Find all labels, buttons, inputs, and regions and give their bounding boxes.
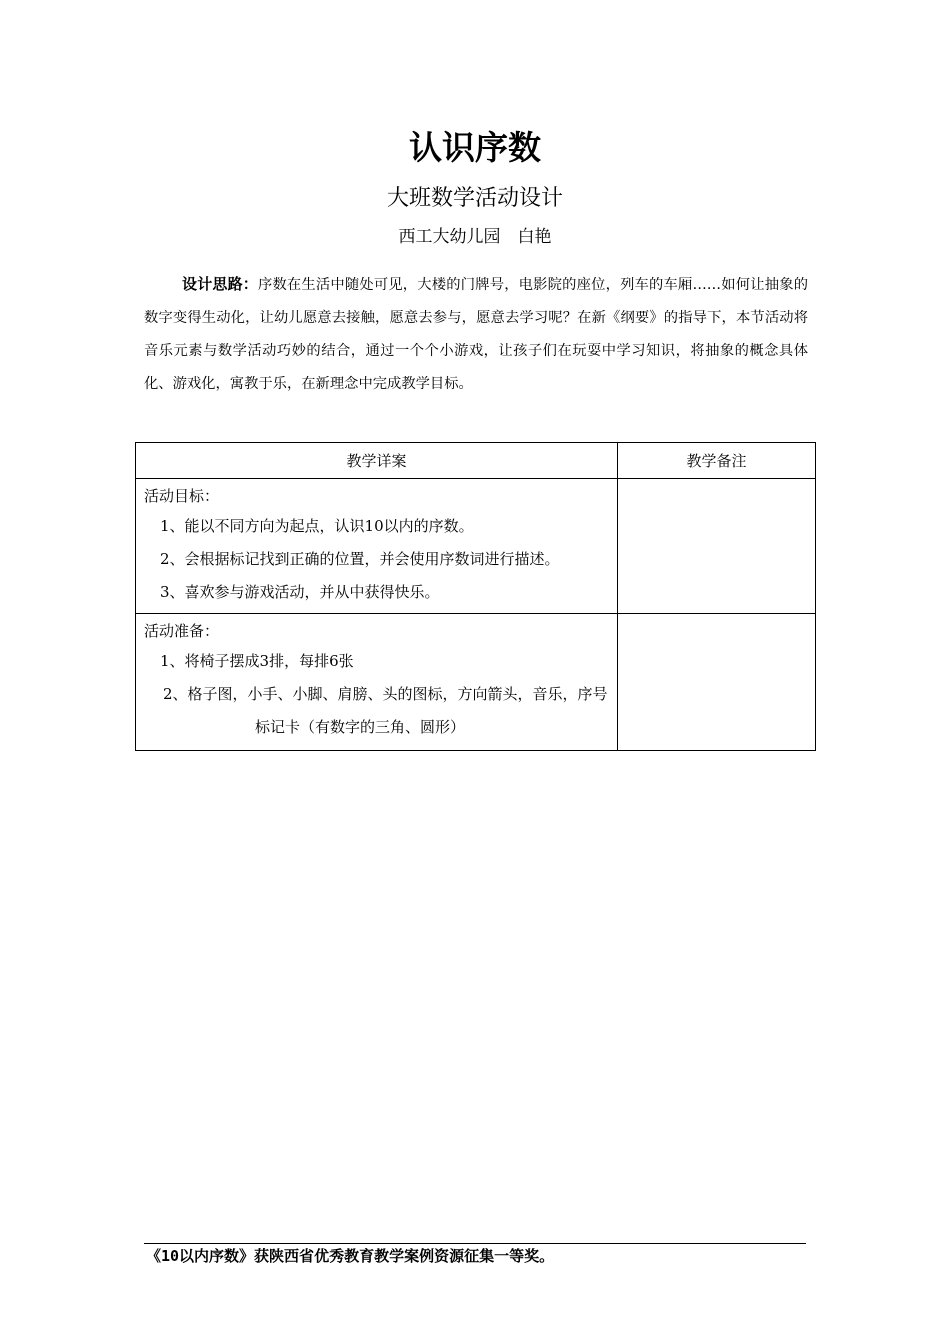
preparation-notes-cell [618, 614, 816, 751]
table-header-row [136, 443, 816, 479]
goal-item: 3、喜欢参与游戏活动，并从中获得快乐。 [160, 583, 440, 601]
preparation-item-continued: 标记卡（有数字的三角、圆形） [255, 718, 466, 736]
table-row-goals [136, 479, 816, 614]
header-teaching-notes: 教学备注 [618, 443, 816, 479]
design-idea-text: 序数在生活中随处可见，大楼的门牌号，电影院的座位，列车的车厢……如何让抽象的数字变得生动化，让幼儿愿意去接触，愿意去参与，愿意去学习呢？在新《纲要》的指导下，本节活动将音乐元素与数学活动巧妙的结合，通过一个个小游戏，让孩子们在玩耍中学习知识，将抽象的概念具体化、游戏化，寓教于乐，在新理念中完成教学目标。 [144, 277, 808, 392]
document-title: 认识序数 [409, 128, 541, 167]
preparation-item: 1、将椅子摆成3排，每排6张 [160, 652, 354, 670]
design-idea-label: 设计思路： [182, 275, 258, 293]
table-row-preparation [136, 614, 816, 751]
author-line: 西工大幼儿园 白艳 [398, 227, 552, 247]
design-idea-paragraph [144, 268, 808, 401]
footer-note: 《10以内序数》获陕西省优秀教育教学案例资源征集一等奖。 [146, 1247, 555, 1265]
goals-cell [136, 479, 618, 614]
goal-item: 2、会根据标记找到正确的位置，并会使用序数词进行描述。 [160, 550, 560, 568]
lesson-plan-table [135, 442, 816, 751]
preparation-item: 2、格子图，小手、小脚、肩膀、头的图标，方向箭头，音乐，序号 [163, 685, 608, 703]
footer-divider [144, 1243, 806, 1244]
preparation-cell [136, 614, 618, 751]
header-lesson-detail: 教学详案 [136, 443, 618, 479]
goals-heading: 活动目标： [144, 487, 220, 505]
preparation-heading: 活动准备： [144, 622, 220, 640]
goal-item: 1、能以不同方向为起点，认识10以内的序数。 [160, 517, 474, 535]
goals-notes-cell [618, 479, 816, 614]
document-subtitle: 大班数学活动设计 [386, 186, 563, 211]
